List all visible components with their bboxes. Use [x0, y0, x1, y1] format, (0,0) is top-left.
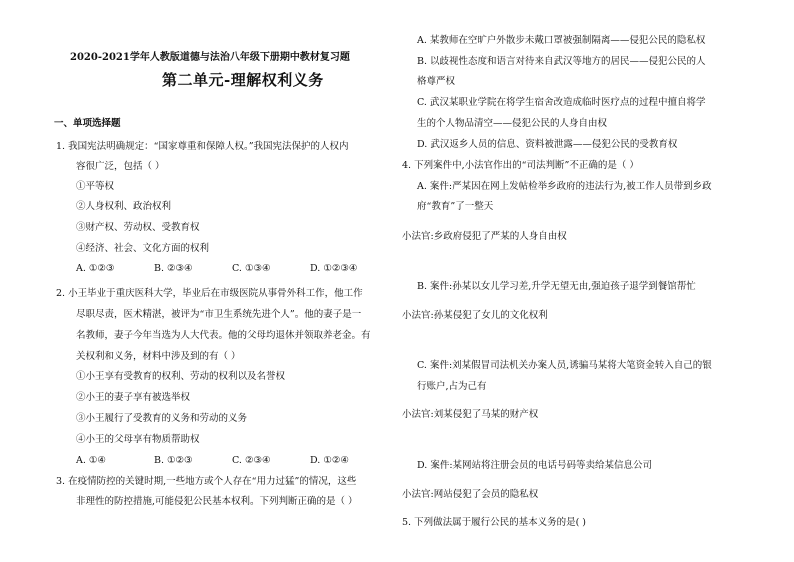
question-4-case-a-line1: A. 案件:严某因在网上发帖检举乡政府的违法行为,被工作人员带到乡政 — [417, 181, 712, 192]
question-4-judge-c: 小法官:刘某侵犯了马某的财产权 — [402, 409, 539, 420]
document-title: 2020-2021学年人教版道德与法治八年级下册期中教材复习题 — [70, 52, 350, 63]
question-4-case-c-line1: C. 案件:刘某假冒司法机关办案人员,诱骗马某将大笔资金转入自己的银 — [417, 360, 712, 371]
question-3-option-a: A. 某教师在空旷户外散步未戴口罩被强制隔离——侵犯公民的隐私权 — [417, 35, 706, 46]
option-c[interactable]: C. ②③④ — [232, 455, 271, 466]
question-4-judge-a: 小法官:乡政府侵犯了严某的人身自由权 — [402, 231, 567, 242]
question-2-item: ②小王的妻子享有被选举权 — [76, 392, 191, 403]
question-5-stem: 5. 下列做法属于履行公民的基本义务的是( ) — [402, 517, 587, 528]
question-4-stem: 4. 下列案件中,小法官作出的“司法判断”不正确的是（ ） — [402, 160, 639, 171]
section-heading: 一、单项选择题 — [54, 118, 121, 129]
question-4-judge-b: 小法官:孙某侵犯了女儿的文化权利 — [402, 310, 548, 321]
question-1-stem-line2: 容很广泛，包括（ ） — [76, 161, 165, 172]
question-1-stem-line1: 1. 我国宪法明确规定：“国家尊重和保障人权。”我国宪法保护的人权内 — [56, 141, 349, 152]
question-2-line1: 2. 小王毕业于重庆医科大学，毕业后在市级医院从事骨外科工作，他工作 — [56, 288, 363, 299]
question-4-case-c-line2: 行账户,占为己有 — [417, 381, 487, 392]
option-b[interactable]: B. ②③④ — [154, 263, 193, 274]
unit-title: 第二单元-理解权利义务 — [162, 71, 324, 89]
question-4-case-b: B. 案件:孙某以女儿学习差,升学无望无由,强迫孩子退学到餐馆帮忙 — [417, 281, 696, 292]
question-4-case-a-line2: 府“教育”了一整天 — [417, 201, 494, 212]
question-3-line2: 非理性的防控措施,可能侵犯公民基本权利。下列判断正确的是（ ） — [76, 496, 358, 507]
question-1-item: ④经济、社会、文化方面的权利 — [76, 243, 210, 254]
question-4-case-d: D. 案件:某网站将注册会员的电话号码等卖给某信息公司 — [417, 460, 653, 471]
question-3-option-c-line2: 生的个人物品清空——侵犯公民的人身自由权 — [417, 118, 608, 129]
question-2-line3: 名教师，妻子今年当选为人大代表。他的父母均退休并领取养老金。有 — [76, 330, 371, 341]
option-d[interactable]: D. ①②④ — [310, 455, 349, 466]
option-a[interactable]: A. ①②③ — [76, 263, 115, 274]
question-1-item: ③财产权、劳动权、受教育权 — [76, 222, 200, 233]
question-2-item: ①小王享有受教育的权利、劳动的权利以及名誉权 — [76, 371, 286, 382]
question-1-options — [76, 263, 388, 275]
question-2-line4: 关权利和义务，材料中涉及到的有（ ） — [76, 351, 241, 362]
question-1-item: ②人身权利、政治权利 — [76, 201, 172, 212]
option-b[interactable]: B. ①②③ — [154, 455, 193, 466]
option-d[interactable]: D. ①②③④ — [310, 263, 358, 274]
option-a[interactable]: A. ①④ — [76, 455, 106, 466]
question-3-option-c-line1: C. 武汉某职业学院在将学生宿舍改造成临时医疗点的过程中擅自将学 — [417, 97, 706, 108]
question-2-item: ④小王的父母享有物质帮助权 — [76, 434, 200, 445]
option-c[interactable]: C. ①③④ — [232, 263, 271, 274]
question-3-option-b-line2: 格尊严权 — [417, 76, 456, 87]
question-3-line1: 3. 在疫情防控的关键时期,一些地方或个人存在“用力过猛”的情况，这些 — [56, 476, 357, 487]
question-2-line2: 尽职尽责，医术精湛，被评为“市卫生系统先进个人”。他的妻子是一 — [76, 309, 362, 320]
question-3-option-b-line1: B. 以歧视性态度和语言对待来自武汉等地方的居民——侵犯公民的人 — [417, 56, 706, 67]
question-2-item: ③小王履行了受教育的义务和劳动的义务 — [76, 413, 248, 424]
question-3-option-d: D. 武汉返乡人员的信息、资料被泄露——侵犯公民的受教育权 — [417, 139, 678, 150]
question-4-judge-d: 小法官:网站侵犯了会员的隐私权 — [402, 489, 539, 500]
question-1-item: ①平等权 — [76, 181, 115, 192]
question-2-options — [76, 455, 388, 467]
